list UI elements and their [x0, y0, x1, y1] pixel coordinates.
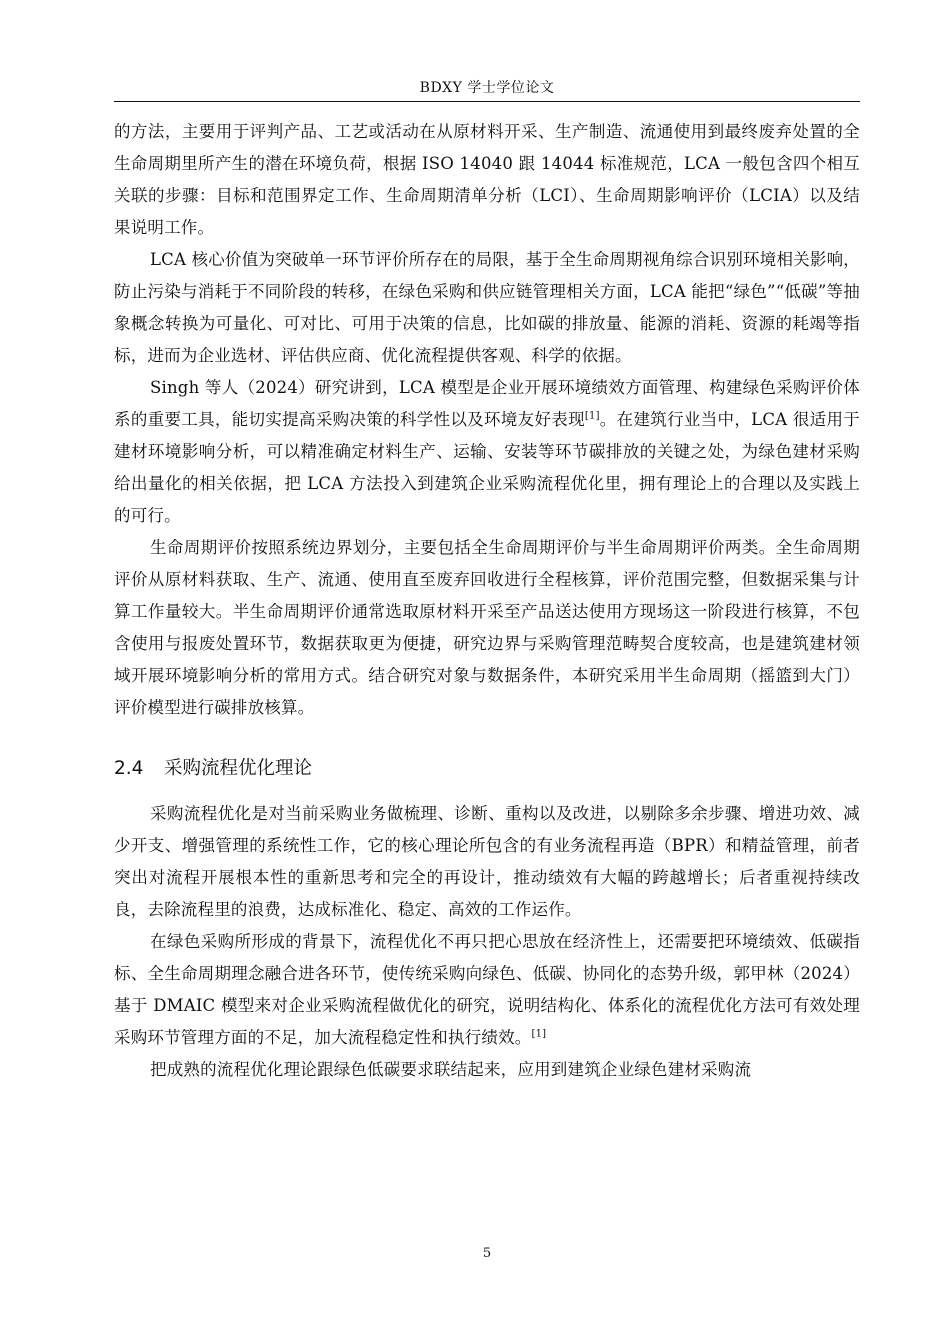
paragraph-text: 。在建筑行业当中，LCA 很适用于建材环境影响分析，可以精准确定材料生产、运输、安装等环节碳排放的关键之处，为绿色建材采购给出量化的相关依据，把 LCA 方法投入到建筑企业采购流程优化里，拥有理论上的合理以及实践上的可行。 [114, 410, 860, 525]
paragraph-process-optimization: 采购流程优化是对当前采购业务做梳理、诊断、重构以及改进，以剔除多余步骤、增进功效、减少开支、增强管理的系统性工作，它的核心理论所包含的有业务流程再造（BPR）和精益管理，前者突出对流程开展根本性的重新思考和完全的再设计，推动绩效有大幅的跨越增长；后者重视持续改良，去除流程里的浪费，达成标准化、稳定、高效的工作运作。 [114, 804, 860, 919]
section-title: 采购流程优化理论 [164, 758, 313, 779]
page-body [114, 116, 860, 1086]
paragraph-green-procurement [114, 926, 860, 1054]
section-number: 2.4 [114, 758, 144, 779]
paragraph-singh-study [114, 372, 860, 532]
paragraph-continued: 把成熟的流程优化理论跟绿色低碳要求联结起来，应用到建筑企业绿色建材采购流 [150, 1060, 752, 1079]
citation-marker: [1] [584, 410, 600, 422]
running-header: BDXY 学士学位论文 [419, 80, 555, 96]
paragraph-lca-value: LCA 核心价值为突破单一环节评价所存在的局限，基于全生命周期视角综合识别环境相关影响，防止污染与消耗于不同阶段的转移，在绿色采购和供应链管理相关方面，LCA 能把“绿色”“低碳”等抽象概念转换为可量化、可对比、可用于决策的信息，比如碳的排放量、能源的消耗、资源的耗竭等指标，进而为企业选材、评估供应商、优化流程提供客观、科学的依据。 [114, 250, 860, 365]
paragraph-text: Singh 等人（2024）研究讲到，LCA 模型是企业开展环境绩效方面管理、构建绿色采购评价体系的重要工具，能切实提高采购决策的科学性以及环境友好表现 [114, 378, 860, 429]
paragraph-lca-method: 的方法，主要用于评判产品、工艺或活动在从原材料开采、生产制造、流通使用到最终废弃处置的全生命周期里所产生的潜在环境负荷，根据 ISO 14040 跟 14044 标准规范，LCA 一般包含四个相互关联的步骤：目标和范围界定工作、生命周期清单分析（LCI）、生命周期影响评价（LCIA）以及结果说明工作。 [114, 122, 860, 237]
paragraph-lca-boundary: 生命周期评价按照系统边界划分，主要包括全生命周期评价与半生命周期评价两类。全生命周期评价从原材料获取、生产、流通、使用直至废弃回收进行全程核算，评价范围完整，但数据采集与计算工作量较大。半生命周期评价通常选取原材料开采至产品送达使用方现场这一阶段进行核算，不包含使用与报废处置环节，数据获取更为便捷，研究边界与采购管理范畴契合度较高，也是建筑建材领域开展环境影响分析的常用方式。结合研究对象与数据条件，本研究采用半生命周期（摇篮到大门）评价模型进行碳排放核算。 [114, 538, 860, 717]
section-heading [114, 754, 860, 784]
paragraph-text: 在绿色采购所形成的背景下，流程优化不再只把心思放在经济性上，还需要把环境绩效、低碳指标、全生命周期理念融合进各环节，使传统采购向绿色、低碳、协同化的态势升级，郭甲林（2024）基于 DMAIC 模型来对企业采购流程做优化的研究，说明结构化、体系化的流程优化方法可有效处理采购环节管理方面的不足，加大流程稳定性和执行绩效。 [114, 932, 860, 1047]
header-divider [114, 101, 860, 102]
citation-marker: [1] [531, 1028, 547, 1040]
page-number: 5 [482, 1246, 492, 1261]
